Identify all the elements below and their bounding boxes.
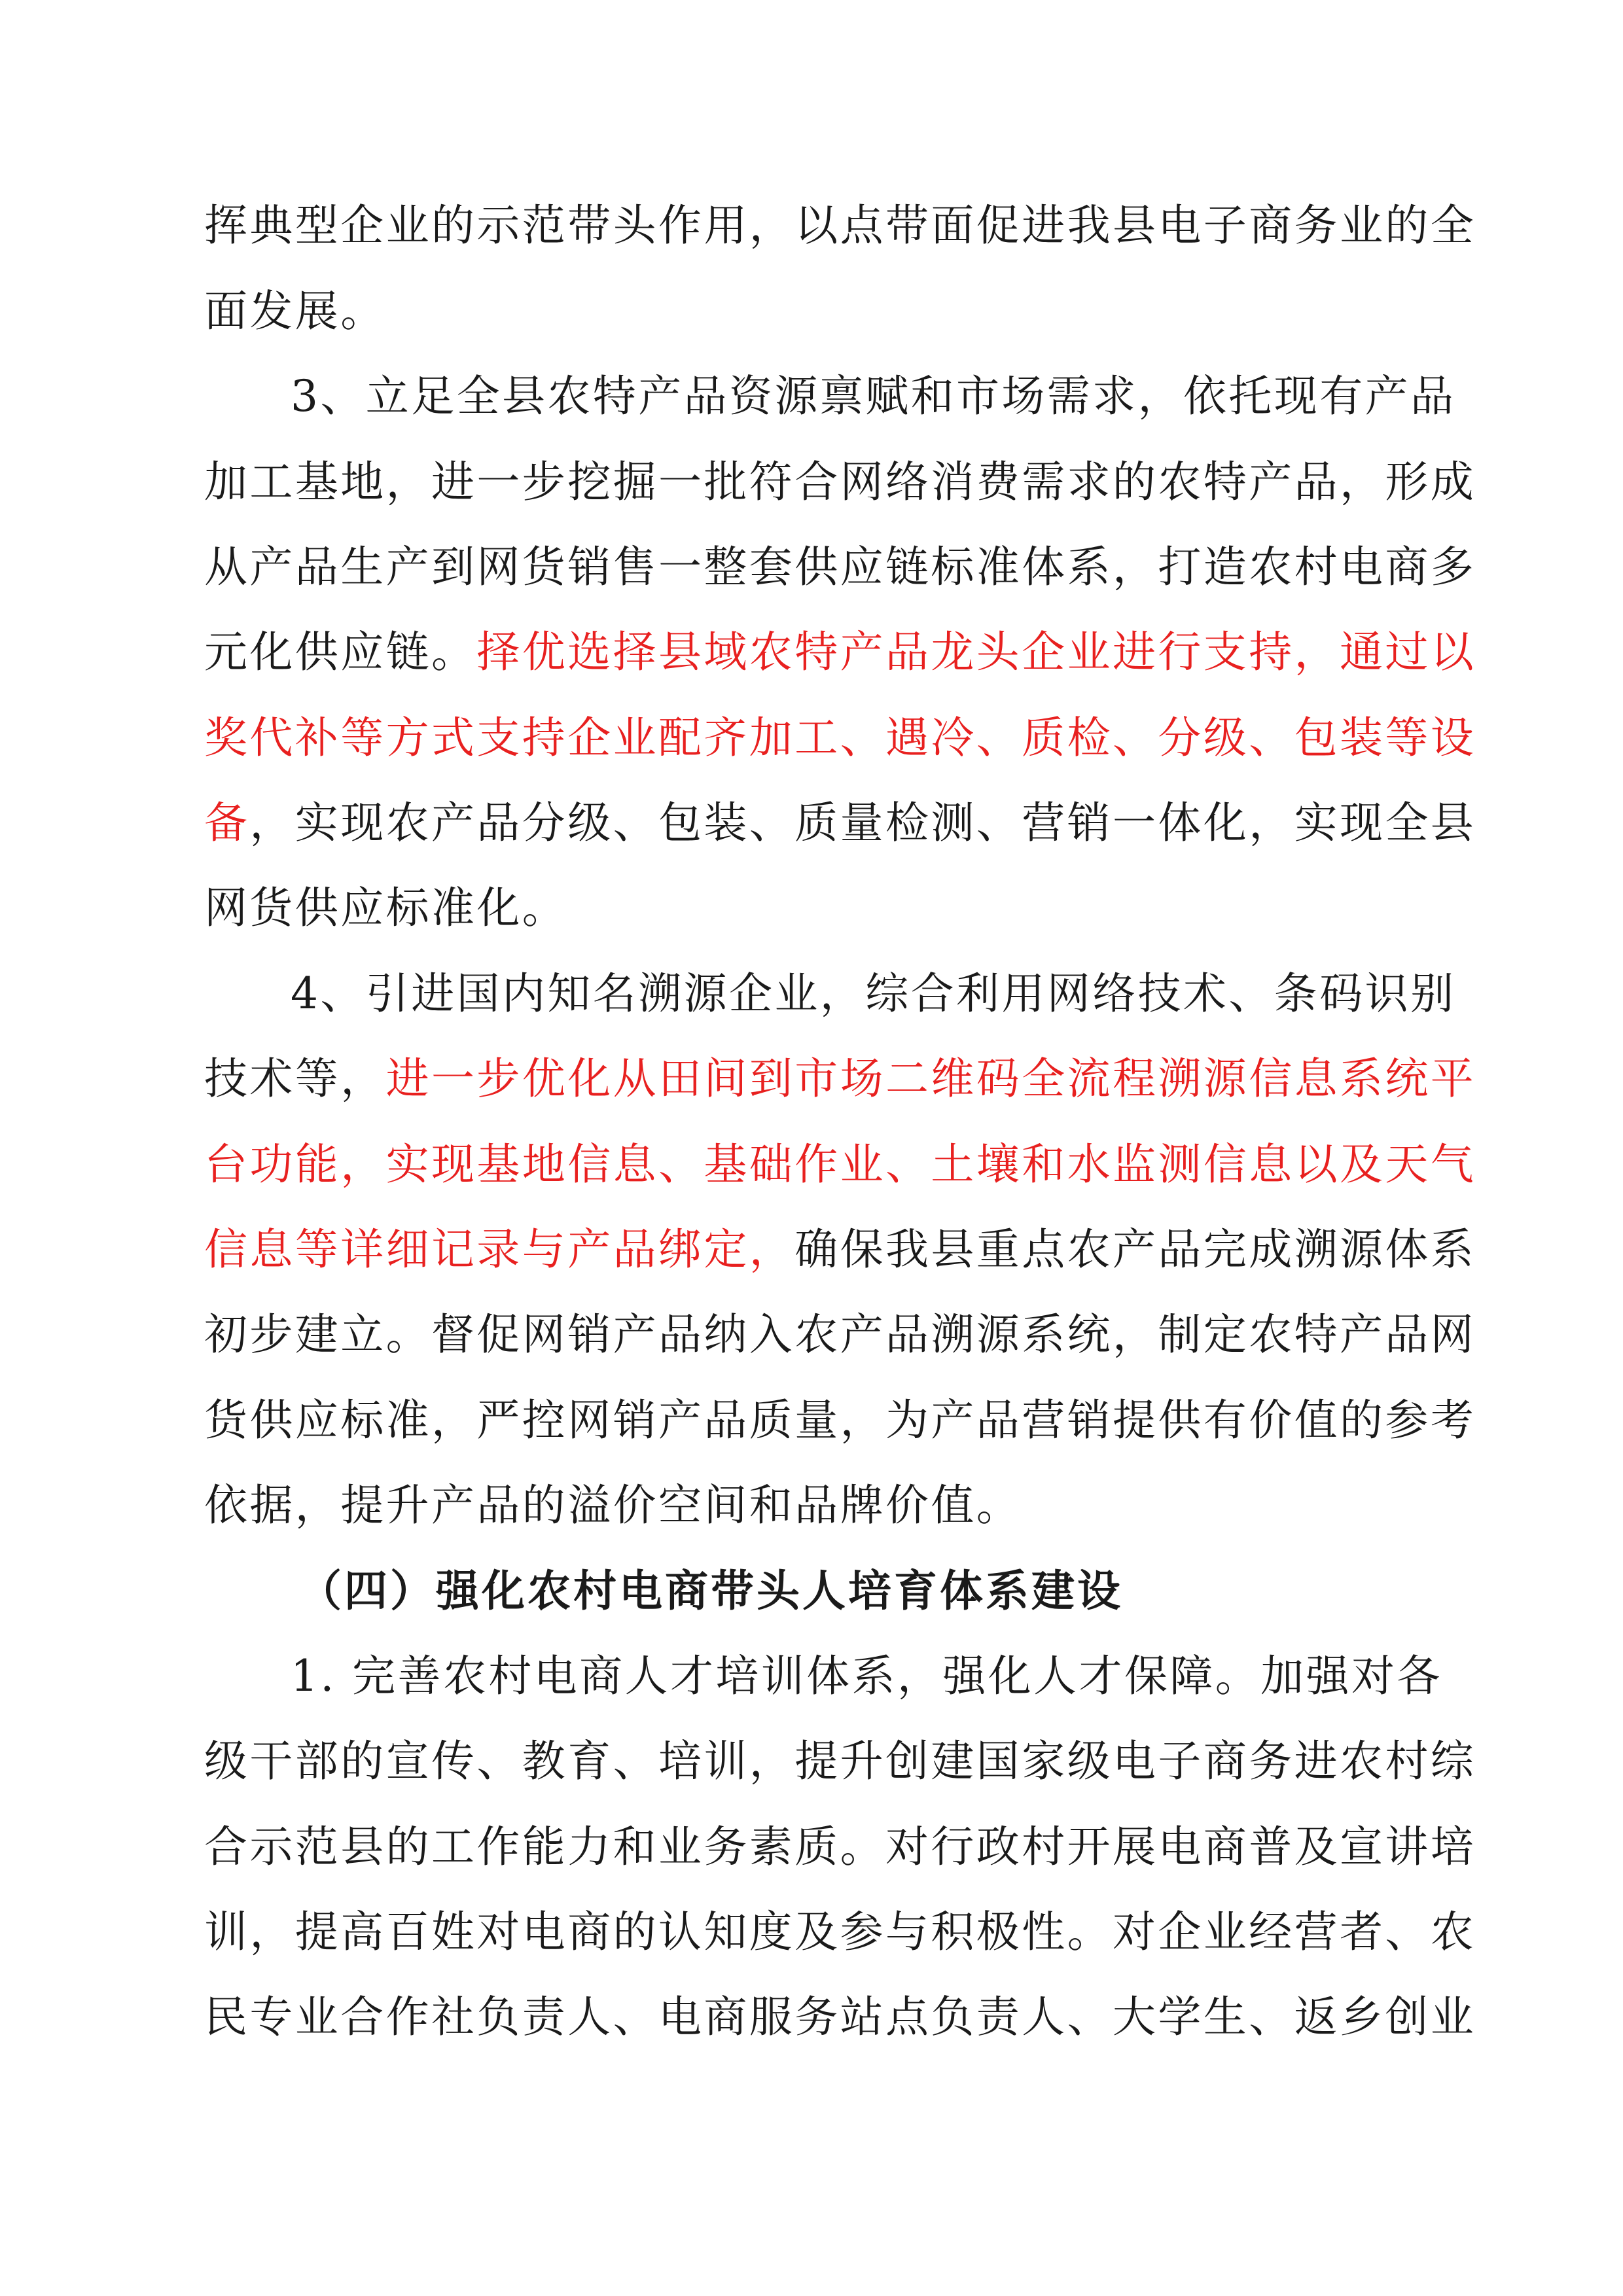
highlighted-text: 台功能，实现基地信息、基础作业、土壤和水监测信息以及天气: [204, 1139, 1476, 1190]
line-text: ，实现农产品分级、包装、质量检测、营销一体化，实现全县: [249, 798, 1476, 848]
line-text: 加工基地，进一步挖掘一批符合网络消费需求的农特产品，形成: [204, 457, 1476, 507]
line-text: 元化供应链。: [204, 627, 477, 677]
body-line: [204, 1732, 1476, 1791]
line-text: 挥典型企业的示范带头作用，以点带面促进我县电子商务业的全: [204, 200, 1476, 251]
highlighted-text: 信息等详细记录与产品绑定，: [204, 1224, 795, 1275]
body-line: [204, 1135, 1476, 1194]
body-line: [204, 623, 1476, 682]
body-line: [204, 282, 386, 341]
line-text: 训，提高百姓对电商的认知度及参与积极性。对企业经营者、农: [204, 1907, 1476, 1957]
paragraph-4-first-line: [291, 964, 1455, 1023]
body-line: [204, 1903, 1476, 1962]
highlighted-text: 备: [204, 798, 250, 848]
line-text: 初步建立。督促网销产品纳入农产品溯源系统，制定农特产品网: [204, 1309, 1476, 1360]
body-line: [204, 1305, 1476, 1364]
paragraph-1-first-line: [291, 1647, 1442, 1706]
line-text: 4、引进国内知名溯源企业，综合利用网络技术、条码识别: [291, 968, 1456, 1019]
body-line: [204, 879, 567, 938]
highlighted-text: 奖代补等方式支持企业配齐加工、遇冷、质检、分级、包装等设: [204, 713, 1476, 763]
line-text: 网货供应标准化。: [204, 883, 568, 933]
line-text: 面发展。: [204, 286, 386, 336]
body-line: [204, 538, 1476, 597]
body-line: [204, 1476, 1022, 1535]
body-line: [204, 709, 1476, 768]
line-text: 确保我县重点农产品完成溯源体系: [794, 1224, 1476, 1275]
body-line: [204, 1220, 1476, 1279]
line-text: 1. 完善农村电商人才培训体系，强化人才保障。加强对各: [291, 1651, 1442, 1701]
line-text: 3、立足全县农特产品资源禀赋和市场需求，依托现有产品: [291, 371, 1456, 421]
section-heading: [298, 1561, 1123, 1620]
line-text: 货供应标准，严控网销产品质量，为产品营销提供有价值的参考: [204, 1395, 1476, 1445]
highlighted-text: 进一步优化从田间到市场二维码全流程溯源信息系统平: [385, 1053, 1476, 1104]
body-line: [204, 1988, 1476, 2047]
line-text: 依据，提升产品的溢价空间和品牌价值。: [204, 1480, 1022, 1530]
body-line: [204, 453, 1476, 512]
line-text: 民专业合作社负责人、电商服务站点负责人、大学生、返乡创业: [204, 1992, 1476, 2042]
body-line: [204, 794, 1476, 853]
body-line: [204, 1818, 1476, 1877]
line-text: 合示范县的工作能力和业务素质。对行政村开展电商普及宣讲培: [204, 1822, 1476, 1872]
body-line: [204, 1050, 1476, 1108]
line-text: 从产品生产到网货销售一整套供应链标准体系，打造农村电商多: [204, 542, 1476, 592]
highlighted-text: 择优选择县域农特产品龙头企业进行支持，通过以: [476, 627, 1476, 677]
heading-text: （四）强化农村电商带头人培育体系建设: [298, 1565, 1123, 1616]
body-line: [204, 1391, 1476, 1450]
line-text: 技术等，: [204, 1053, 386, 1104]
paragraph-3-first-line: [291, 367, 1455, 426]
body-line: [204, 196, 1476, 255]
line-text: 级干部的宣传、教育、培训，提升创建国家级电子商务进农村综: [204, 1736, 1476, 1786]
